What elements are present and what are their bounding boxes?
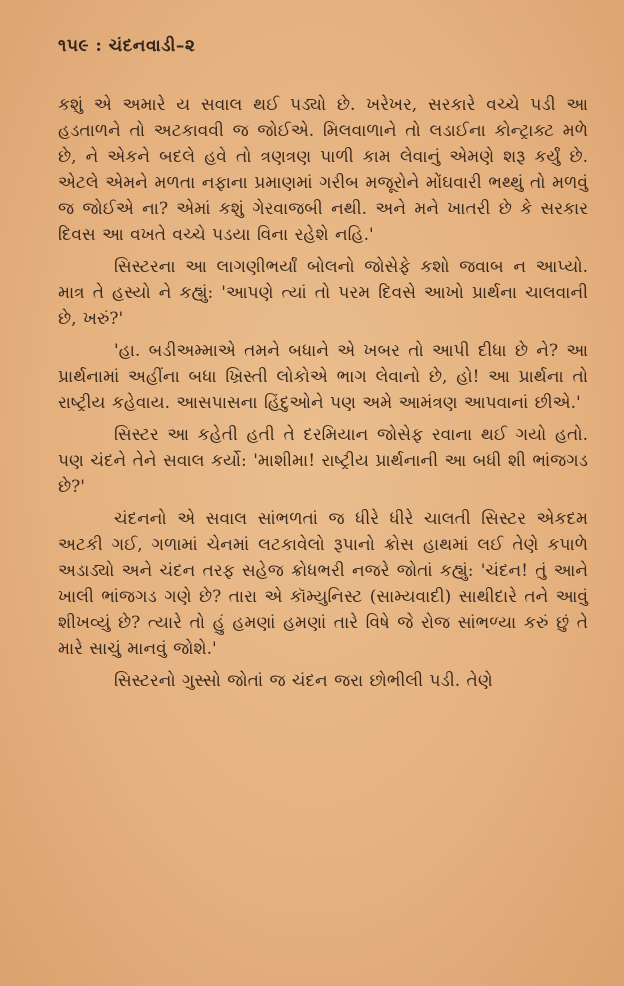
paragraph: ચંદનનો એ સવાલ સાંભળતાં જ ધીરે ધીરે ચાલતી સિસ્ટર એકદમ અટકી ગઈ, ગળામાં ચેનમાં લટકાવેલો રૂપાનો ક્રોસ હાથમાં લઈ તેણે કપાળે અડાડ્યો અને ચંદન તરફ સહેજ ક્રોધભરી નજરે જોતાં કહ્યું: 'ચંદન! તું આને ખાલી ભાંજગડ ગણે છે? તારા એ કૉમ્યુનિસ્ટ (સામ્યવાદી) સાથીદારે તને આવું શીખવ્યું છે? ત્યારે તો હું હમણાં હમણાં તારે વિષે જે રોજ સાંભળ્યા કરું છું તે મારે સાચું માનવું જોશે.' bbox=[58, 509, 588, 659]
paragraph-last: સિસ્ટરનો ગુસ્સો જોતાં જ ચંદન જરા છોભીલી પડી. તેણે bbox=[114, 671, 493, 691]
paragraph: 'હા. બડીઅમ્માએ તમને બધાને એ ખબર તો આપી દીધા છે ને? આ પ્રાર્થનામાં અહીંના બધા ખ્રિસ્તી લોકોએ ભાગ લેવાનો છે, હો! આ પ્રાર્થના તો રાષ્ટ્રીય કહેવાય. આસપાસના હિંદુઓને પણ અમે આમંત્રણ આપવાનાં છીએ.' bbox=[58, 341, 588, 413]
paragraph: સિસ્ટર આ કહેતી હતી તે દરમિયાન જોસેફ રવાના થઈ ગયો હતો. પણ ચંદને તેને સવાલ કર્યો: 'માશીમા! રાષ્ટ્રીય પ્રાર્થનાની આ બધી શી ભાંજગડ છે?' bbox=[58, 425, 588, 497]
paragraph: સિસ્ટરના આ લાગણીભર્યાં બોલનો જોસેફે કશો જવાબ ન આપ્યો. માત્ર તે હસ્યો ને કહ્યું: 'આપણે ત્યાં તો પરમ દિવસે આખો પ્રાર્થના ચાલવાની છે, ખરું?' bbox=[58, 257, 588, 329]
paragraph-continuation: કશું એ અમારે ય સવાલ થઈ પડ્યો છે. ખરેખર, સરકારે વચ્ચે પડી આ હડતાળને તો અટકાવવી જ જોઈએ. મિલવાળાને તો લડાઈના કોન્ટ્રાક્ટ મળે છે, ને એકને બદલે હવે તો ત્રણત્રણ પાળી કામ લેવાનું એમણે શરૂ કર્યું છે. એટલે એમને મળતા નફાના પ્રમાણમાં ગરીબ મજૂરોને મોંઘવારી ભથ્થું તો મળવું જ જોઈએ ના? એમાં કશું ગેરવાજબી નથી. અને મને ખાતરી છે કે સરકાર દિવસ આ વખતે વચ્ચે પડયા વિના રહેશે નહિ.' bbox=[58, 95, 588, 245]
running-head: ૧૫૯ : ચંદનવાડી–૨ bbox=[58, 36, 196, 56]
